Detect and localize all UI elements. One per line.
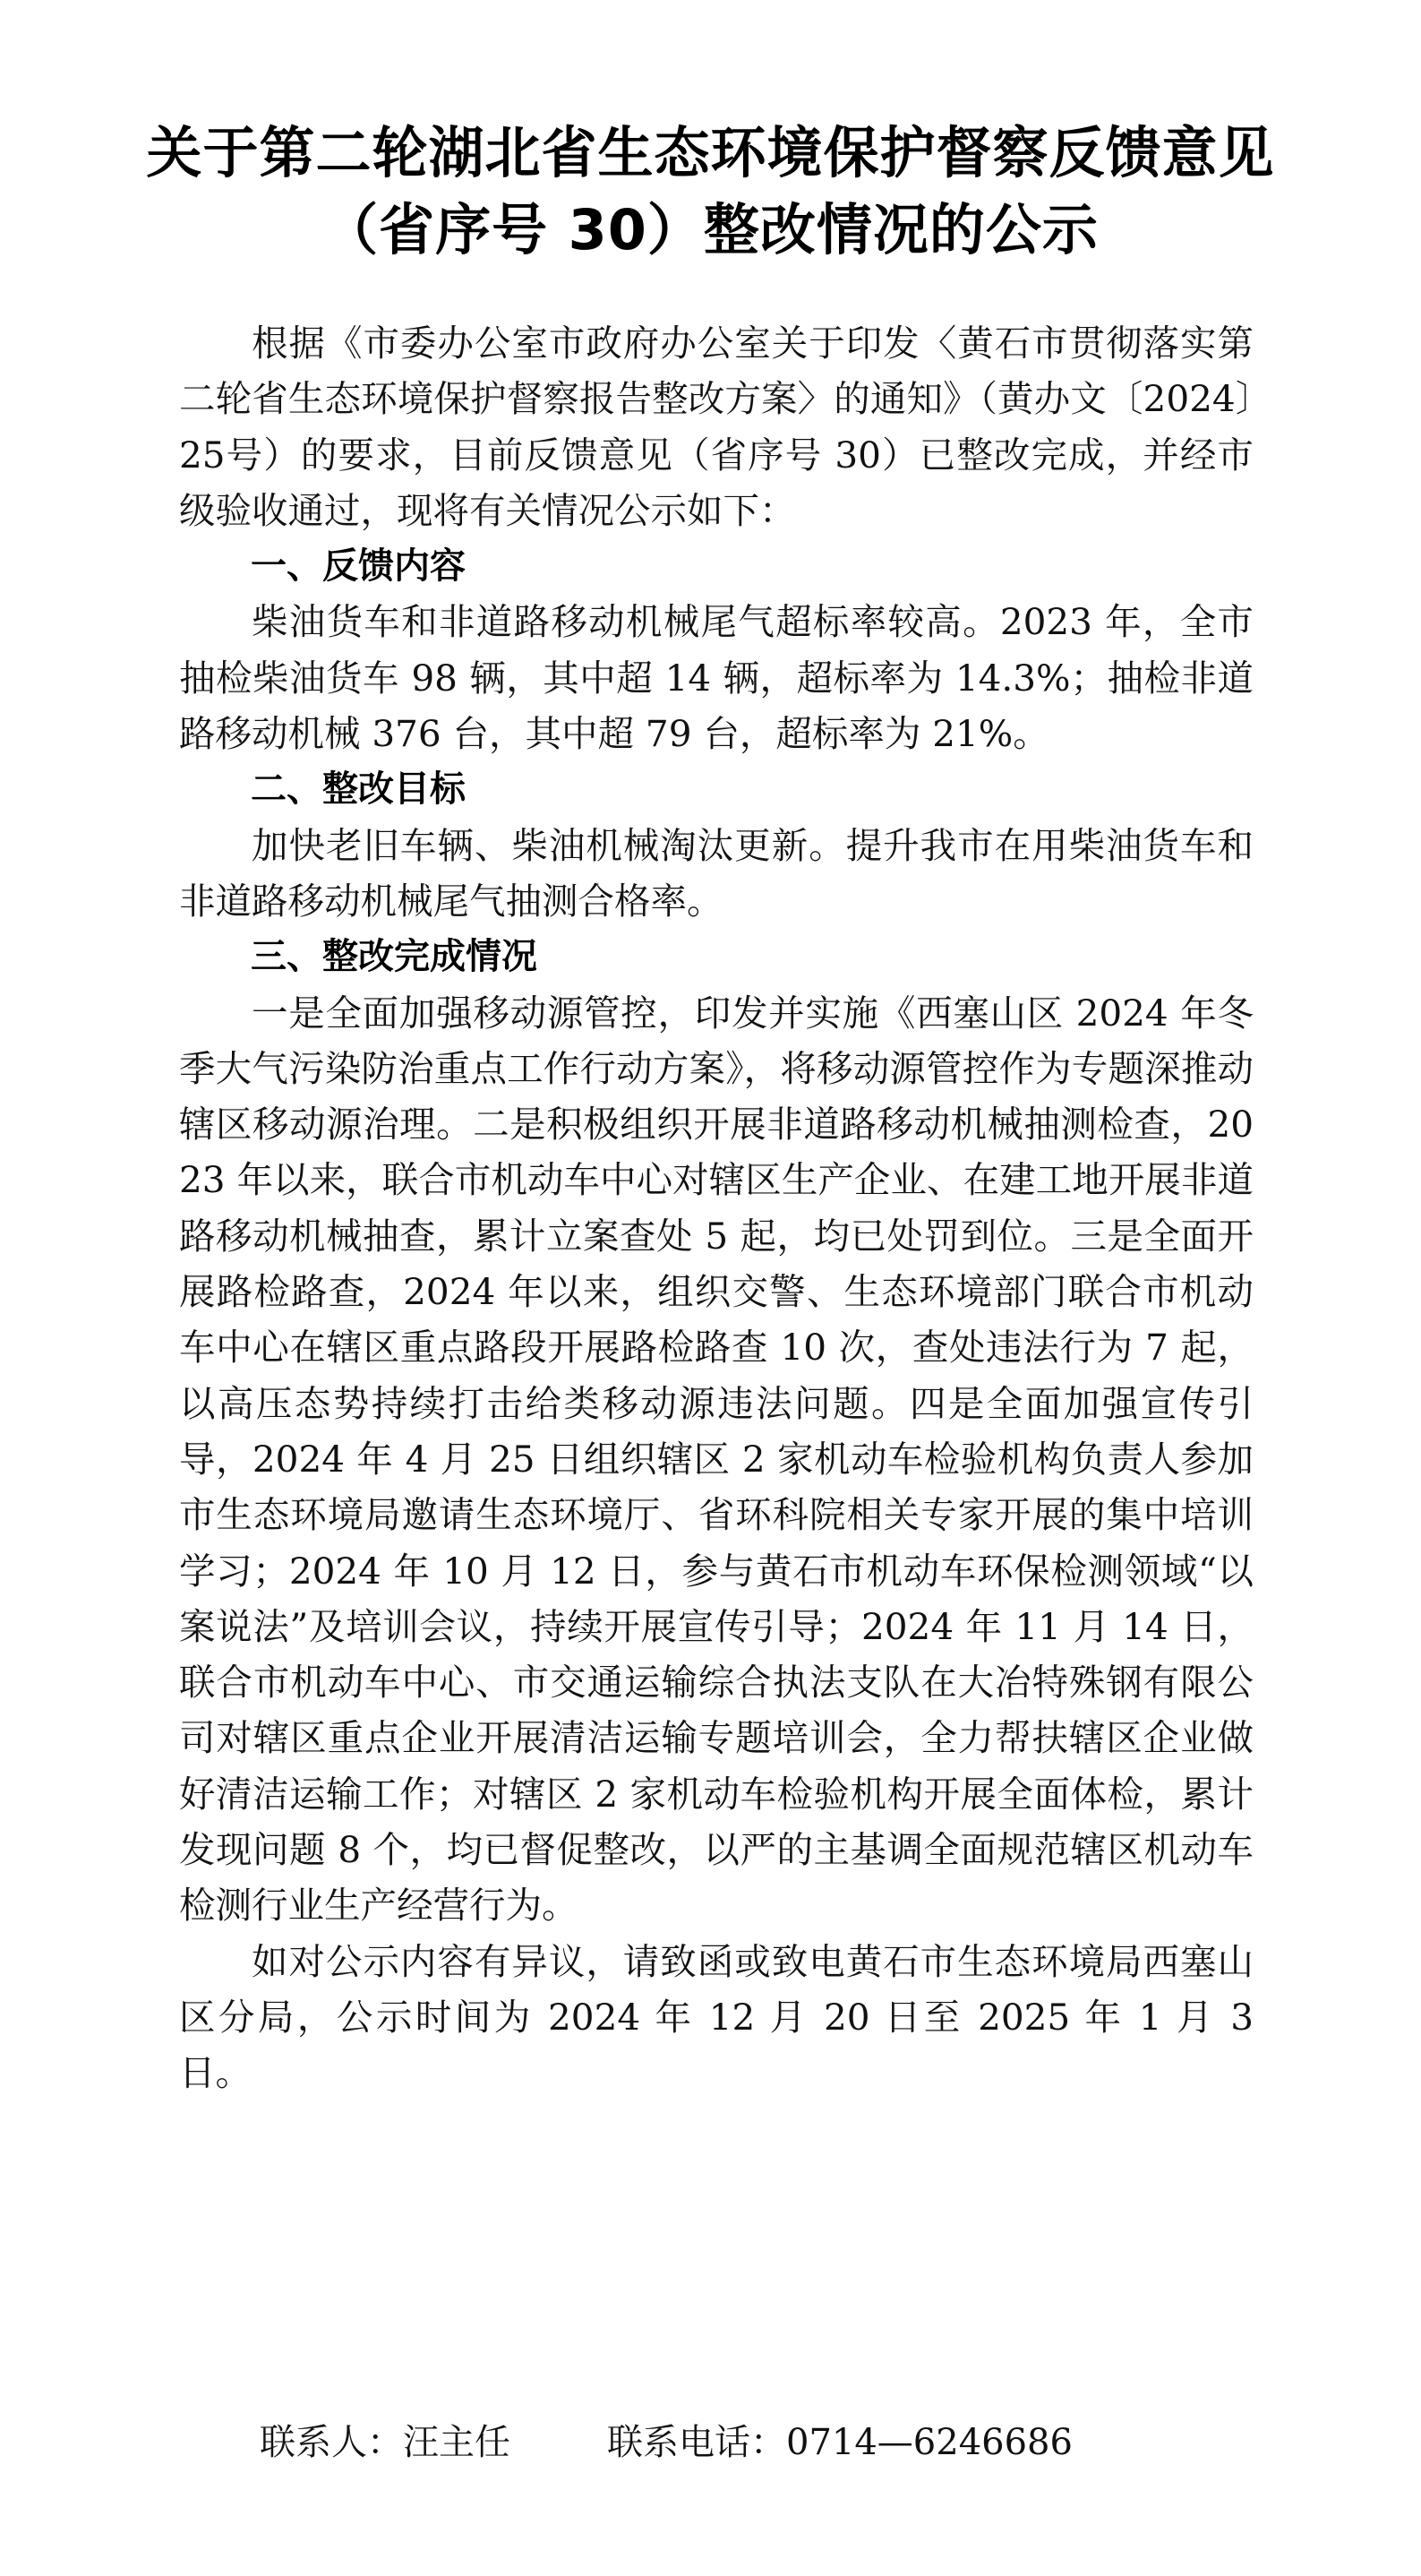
document-title-line-2: （省序号 30）整改情况的公示 [322, 197, 1099, 262]
objection-paragraph: 如对公示内容有异议，请致函或致电黄石市生态环境局西塞山区分局，公示时间为 2024 年 12 月 20 日至 2025 年 1 月 3 日。 [179, 1939, 1254, 2095]
feedback-paragraph: 柴油货车和非道路移动机械尾气超标率较高。2023 年，全市抽检柴油货车 98 辆，其中超 14 辆，超标率为 14.3%；抽检非道路移动机械 376 台，其中超 79 台，超标率为 21%。 [179, 600, 1254, 756]
document-body [179, 315, 1254, 2101]
section-heading-feedback: 一、反馈内容 [251, 545, 466, 588]
contact-person: 联系人：汪主任 [260, 2422, 510, 2463]
section-heading-goal: 二、整改目标 [251, 769, 466, 811]
contact-line [260, 2415, 1073, 2470]
goal-paragraph: 加快老旧车辆、柴油机械淘汰更新。提升我市在用柴油货车和非道路移动机械尾气抽测合格率。 [179, 823, 1254, 923]
section-heading-progress: 三、整改完成情况 [251, 936, 537, 978]
document-title-line-1: 关于第二轮湖北省生态环境保护督察反馈意见 [146, 120, 1275, 185]
intro-paragraph: 根据《市委办公室市政府办公室关于印发〈黄石市贯彻落实第二轮省生态环境保护督察报告整改方案〉的通知》（黄办文〔2024〕25号）的要求，目前反馈意见（省序号 30）已整改完成，并经市级验收通过，现将有关情况公示如下： [179, 322, 1254, 532]
progress-paragraph: 一是全面加强移动源管控，印发并实施《西塞山区 2024 年冬季大气污染防治重点工作行动方案》，将移动源管控作为专题深推动辖区移动源治理。二是积极组织开展非道路移动机械抽测检查，2023 年以来，联合市机动车中心对辖区生产企业、在建工地开展非道路移动机械抽查，累计立案查处 5 起，均已处罚到位。三是全面开展路检路查，2024 年以来，组织交警、生态环境部门联合市机动车中心在辖区重点路段开展路检路查 10 次，查处违法行为 7 起，以高压态势持续打击给类移动源违法问题。四是全面加强宣传引导，2024 年 4 月 25 日组织辖区 2 家机动车检验机构负责人参加市生态环境局邀请生态环境厅、省环科院相关专家开展的集中培训学习；2024 年 10 月 12 日，参与黄石市机动车环保检测领域“以案说法”及培训会议，持续开展宣传引导；2024 年 11 月 14 日，联合市机动车中心、市交通运输综合执法支队在大冶特殊钢有限公司对辖区重点企业开展清洁运输专题培训会，全力帮扶辖区企业做好清洁运输工作；对辖区 2 家机动车检验机构开展全面体检，累计发现问题 8 个，均已督促整改，以严的主基调全面规范辖区机动车检测行业生产经营行为。 [179, 991, 1254, 1928]
contact-phone: 联系电话：0714—6246686 [607, 2422, 1073, 2463]
